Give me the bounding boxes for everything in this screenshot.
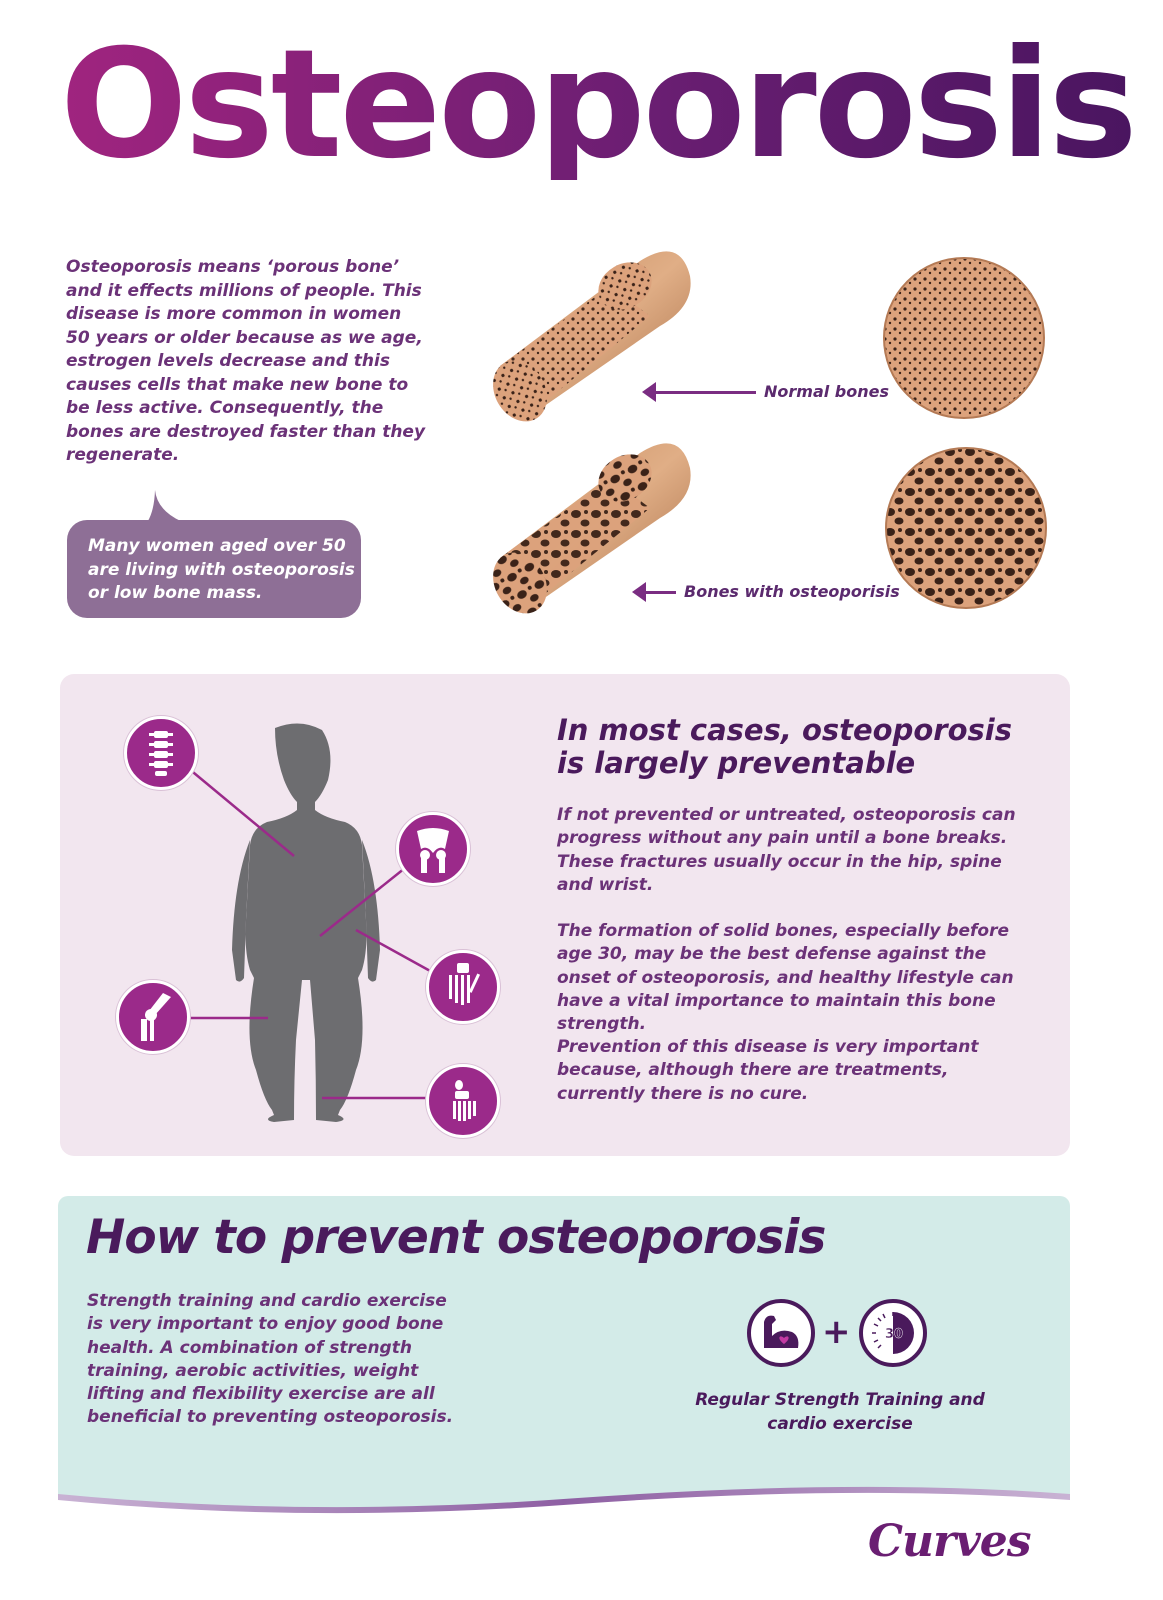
how-to-prevent-heading: How to prevent osteoporosis bbox=[86, 1210, 826, 1265]
how-to-prevent-text: Strength training and cardio exercise is very important to enjoy good bone health. A combination of strength training, aerobic activities, weight lifting and flexibility exercise are all beneficial to preventing osteoporosis. bbox=[87, 1291, 454, 1428]
woman-silhouette bbox=[232, 723, 380, 1122]
page-title: Osteoporosis bbox=[60, 18, 1135, 192]
normal-arrow-line bbox=[654, 391, 756, 394]
strength-arm-icon bbox=[746, 1298, 816, 1368]
plus-sign: + bbox=[822, 1312, 851, 1352]
osteoporosis-bone-cross-section bbox=[884, 446, 1048, 610]
normal-bone-illustration bbox=[490, 236, 710, 426]
knee-icon bbox=[116, 980, 190, 1054]
osteo-bones-label: Bones with osteoporisis bbox=[684, 582, 900, 601]
spine-icon bbox=[124, 716, 198, 790]
cardio-timer-icon bbox=[858, 1298, 928, 1368]
hand-icon bbox=[426, 950, 500, 1024]
curves-logo: Curves bbox=[868, 1516, 1031, 1567]
normal-bone-cross-section bbox=[882, 256, 1046, 420]
osteo-arrow-line bbox=[644, 591, 676, 594]
prevention-paragraph-2: The formation of solid bones, especially before age 30, may be the best defense against the onset of osteoporosis, and healthy lifestyle can have a vital importance to maintain this bone strength. bbox=[557, 921, 1014, 1035]
osteoporosis-bone-illustration bbox=[490, 428, 710, 618]
prevention-heading bbox=[557, 714, 1037, 780]
exercise-caption bbox=[690, 1388, 990, 1436]
timer-value: 30 bbox=[884, 1327, 904, 1342]
prevention-paragraph-3: Prevention of this disease is very important because, although there are treatments, currently there is no cure. bbox=[557, 1037, 979, 1104]
prevention-heading-line2: is largely preventable bbox=[557, 746, 916, 780]
foot-icon bbox=[426, 1064, 500, 1138]
exercise-caption-line1: Regular Strength Training and bbox=[695, 1390, 985, 1410]
normal-bones-label: Normal bones bbox=[764, 382, 890, 401]
hip-icon bbox=[396, 812, 470, 886]
exercise-caption-line2: cardio exercise bbox=[767, 1414, 913, 1434]
prevention-heading-line1: In most cases, osteoporosis bbox=[557, 713, 1012, 747]
callout-text: Many women aged over 50 are living with osteoporosis or low bone mass. bbox=[88, 536, 355, 603]
intro-text: Osteoporosis means ‘porous bone’ and it effects millions of people. This disease is more common in women 50 years or older because as we age, estrogen levels decrease and this causes cells that make new bone to be less active. Consequently, the bones are destroyed faster than they regenerate. bbox=[66, 257, 426, 465]
prevention-paragraph-1: If not prevented or untreated, osteoporosis can progress without any pain until a bone breaks. These fractures usually occur in the hip, spine and wrist. bbox=[557, 805, 1016, 895]
